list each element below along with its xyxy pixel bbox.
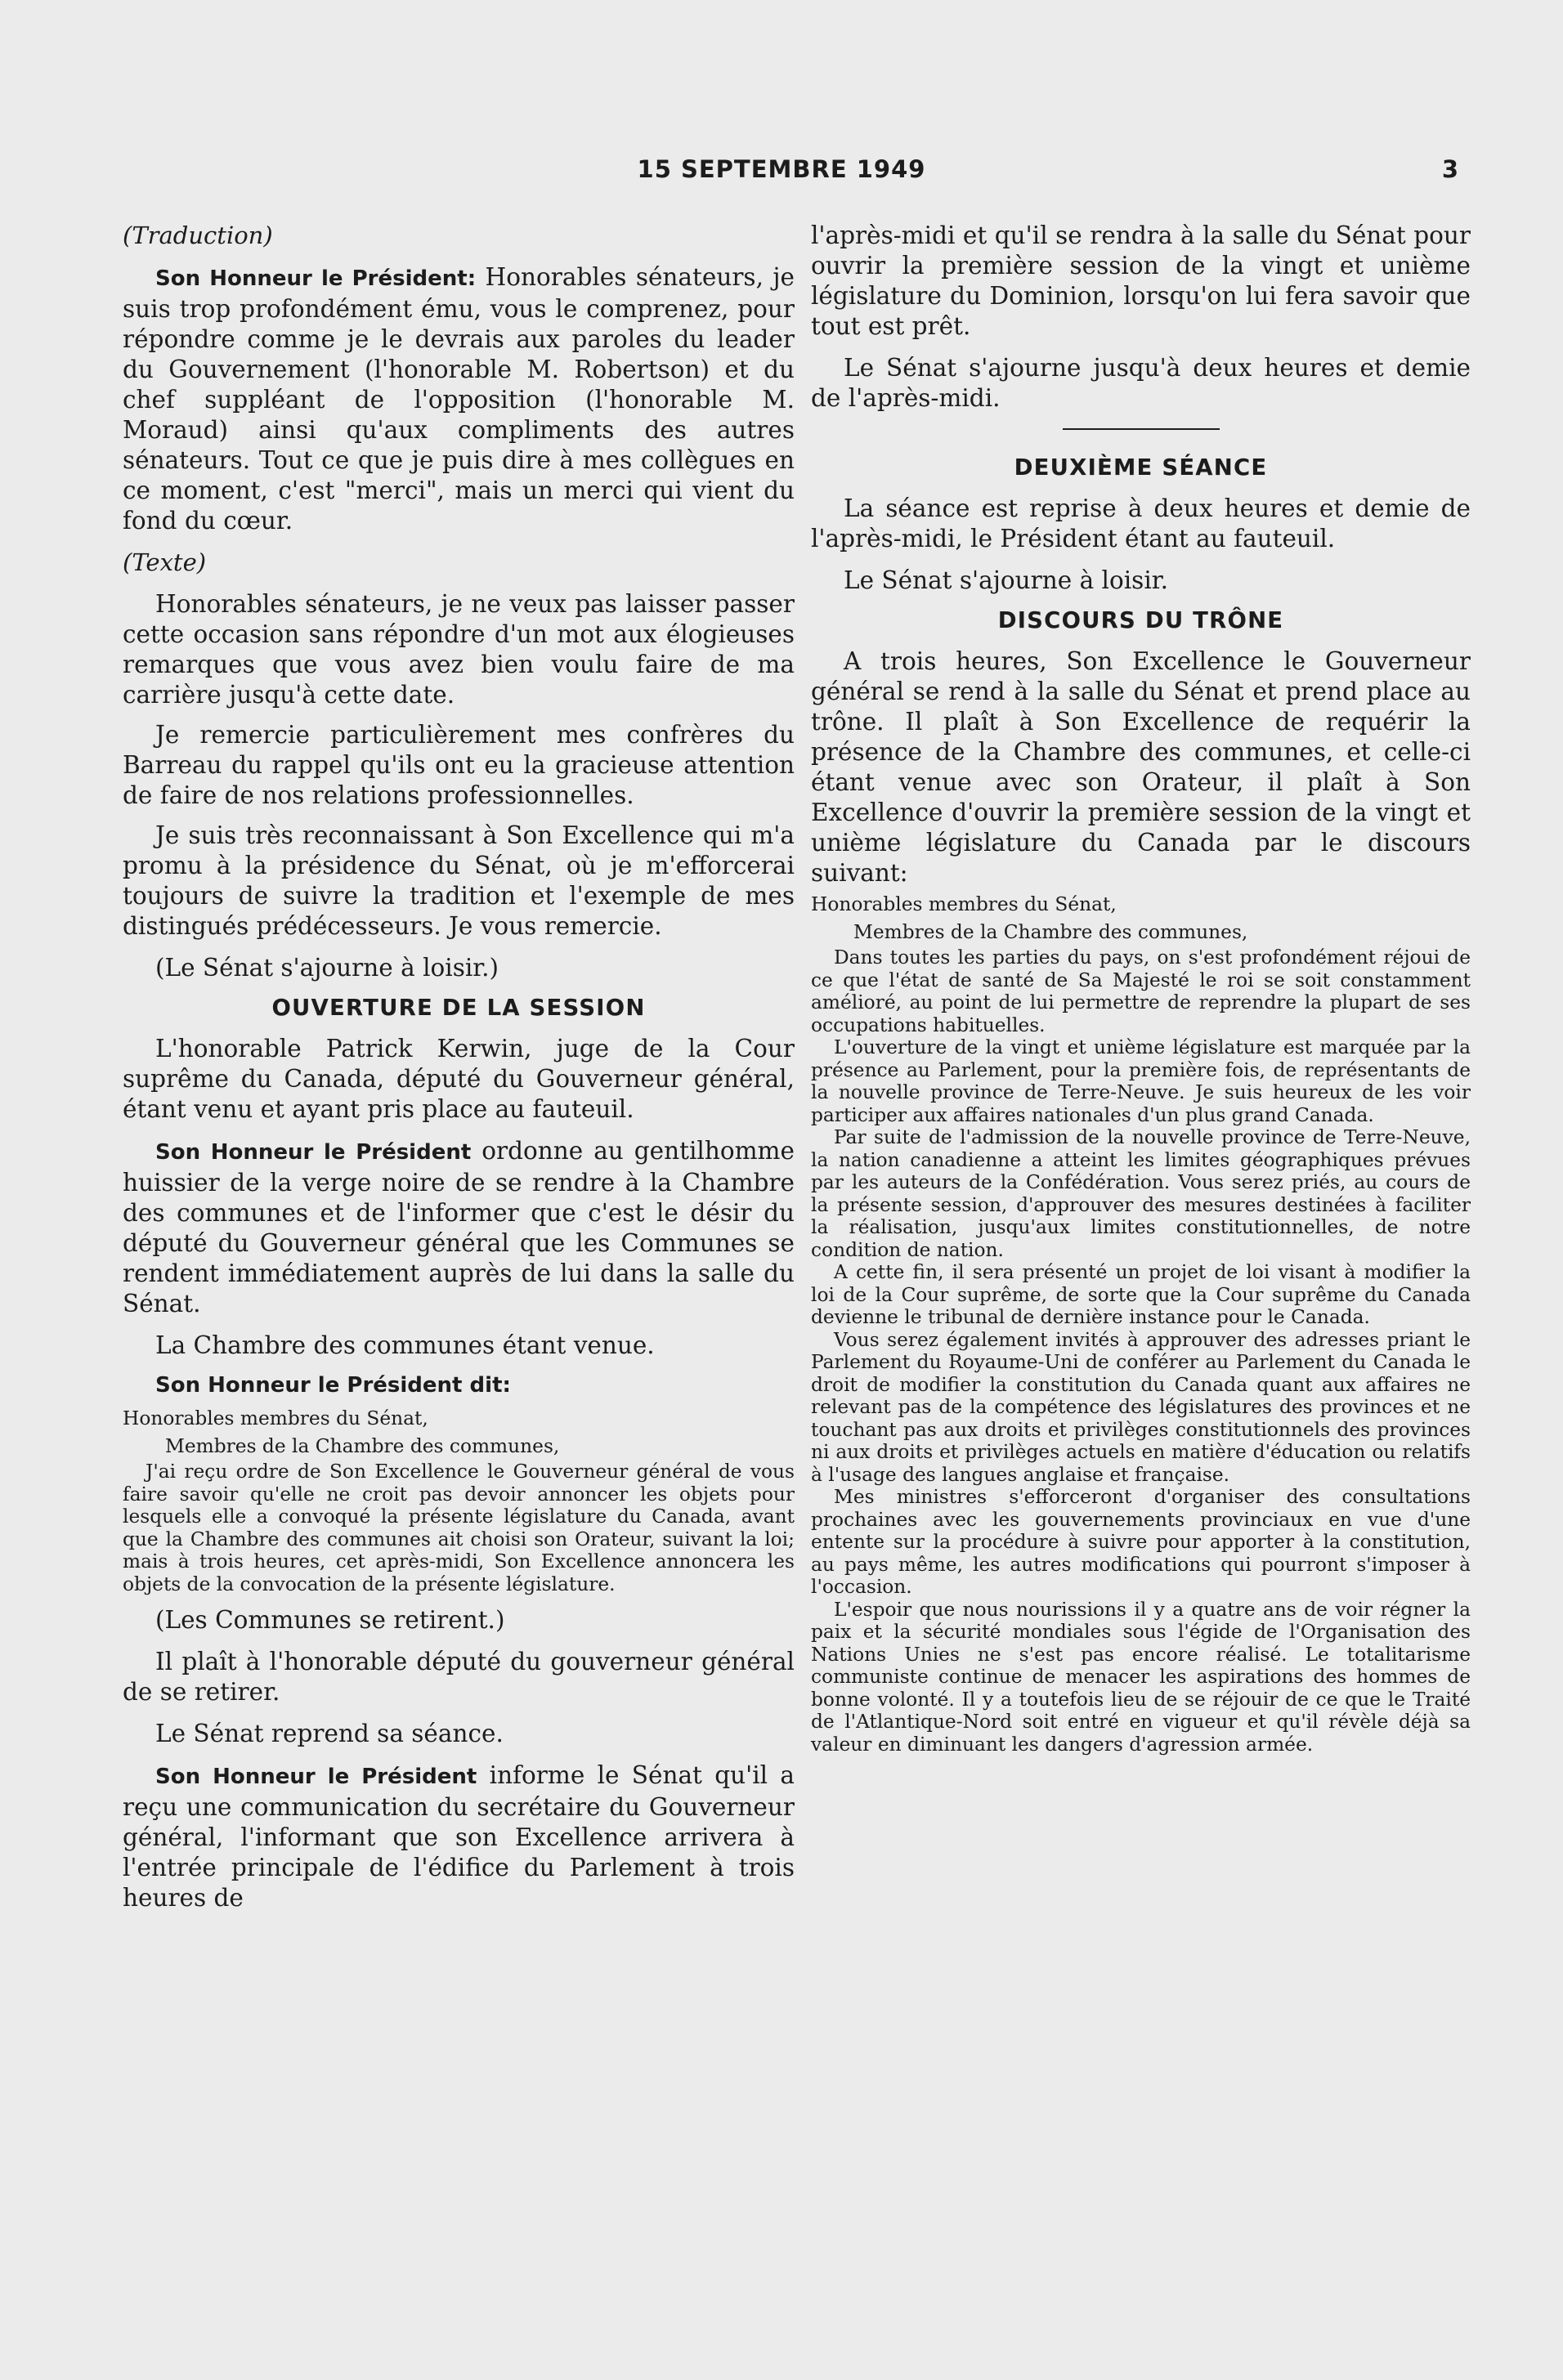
speaker-name: Son Honneur le Président (155, 1765, 477, 1789)
speech-paragraph (123, 1136, 795, 1319)
salutation: Membres de la Chambre des communes, (165, 1434, 560, 1457)
paragraph: Je remercie particulièrement mes confrères du Barreau du rappel qu'ils ont eu la gracieuse attention de faire de nos relations professionnelles. (123, 721, 795, 809)
section-heading: DEUXIÈME SÉANCE (1014, 454, 1268, 481)
text-note: (Texte) (123, 548, 207, 576)
page-header (0, 155, 1563, 196)
speech-paragraph: Par suite de l'admission de la nouvelle province de Terre-Neuve, la nation canadienne a atteint les limites géographiques prévues par les auteurs de la Confédération. Vous serez priés, au cours de la présente session, d'approuver des mesures destinées à faciliter la réalisation, jusqu'aux limites constitutionnelles, de notre condition de nation. (811, 1126, 1471, 1261)
paragraph: La Chambre des communes étant venue. (155, 1331, 655, 1359)
salutation: Honorables membres du Sénat, (123, 1407, 428, 1429)
paragraph: (Les Communes se retirent.) (155, 1606, 505, 1634)
speech-paragraph: Vous serez également invités à approuver des adresses priant le Parlement du Royaume-Uni de conférer au Parlement du Canada le droit de modifier la constitution du Canada quant aux affaires ne relevant pas de la compétence des législatures des provinces et ne touchant pas aux droits et privilèges constitutionnels des provinces ni aux droits et privilèges actuels en matière d'éducation ou relatifs à l'usage des langues anglaise et française. (811, 1328, 1471, 1486)
speaker-line (123, 1369, 795, 1401)
paragraph: Le Sénat reprend sa séance. (155, 1720, 504, 1747)
speech-paragraph (123, 1760, 795, 1913)
paragraph: (Le Sénat s'ajourne à loisir.) (155, 954, 499, 982)
section-divider (1063, 428, 1220, 430)
message-text: J'ai reçu ordre de Son Excellence le Gouverneur général de vous faire savoir qu'elle ne croit pas devoir annoncer les objets pour lesquels elle a convoqué la présente législature du Canada, avant que la Chambre des communes ait choisi son Orateur, suivant la loi; mais à trois heures, cet après-midi, Son Excellence annoncera les objets de la convocation de la présente législature. (123, 1461, 795, 1595)
speech-text: informe le Sénat qu'il a reçu une communication du secrétaire du Gouverneur général, l'informant que son Excellence arrivera à l'entrée principale de l'édifice du Parlement à trois heures de (123, 1761, 795, 1912)
paragraph: Je suis très reconnaissant à Son Excellence qui m'a promu à la présidence du Sénat, où je m'efforcerai toujours de suivre la tradition et l'exemple de mes distingués prédécesseurs. Je vous remercie. (123, 821, 795, 940)
paragraph: La séance est reprise à deux heures et demie de l'après-midi, le Président étant au fauteuil. (811, 494, 1471, 552)
salutation: Membres de la Chambre des communes, (853, 920, 1248, 943)
paragraph: Le Sénat s'ajourne à loisir. (844, 566, 1168, 594)
left-column (123, 221, 795, 1925)
page-date: 15 SEPTEMBRE 1949 (637, 155, 926, 183)
speech-text: ordonne au gentilhomme huissier de la verge noire de se rendre à la Chambre des communes et de l'informer que c'est le désir du député du Gouverneur général que les Communes se rendent immédiatement auprès de lui dans la salle du Sénat. (123, 1137, 795, 1318)
speech-paragraph: L'ouverture de la vingt et unième législature est marquée par la présence au Parlement, pour la première fois, de représentants de la nouvelle province de Terre-Neuve. Je suis heureux de les voir participer aux affaires nationales d'un plus grand Canada. (811, 1036, 1471, 1126)
speaker-name: Son Honneur le Président: (155, 266, 477, 291)
paragraph: Le Sénat s'ajourne jusqu'à deux heures et demie de l'après-midi. (811, 354, 1471, 412)
speech-paragraph: A cette fin, il sera présenté un projet de loi visant à modifier la loi de la Cour suprême, de sorte que la Cour suprême du Canada devienne le tribunal de dernière instance pour le Canada. (811, 1261, 1471, 1328)
translation-note: (Traduction) (123, 221, 273, 249)
paragraph: l'après-midi et qu'il se rendra à la salle du Sénat pour ouvrir la première session de la vingt et unième législature du Dominion, lorsqu'on lui fera savoir que tout est prêt. (811, 221, 1471, 340)
paragraph: A trois heures, Son Excellence le Gouverneur général se rend à la salle du Sénat et prend place au trône. Il plaît à Son Excellence de requérir la présence de la Chambre des communes, et celle-ci étant venue avec son Orateur, il plaît à Son Excellence d'ouvrir la première session de la vingt et unième législature du Canada par le discours suivant: (811, 647, 1471, 887)
page-number: 3 (1441, 155, 1458, 183)
section-heading: DISCOURS DU TRÔNE (997, 607, 1284, 633)
speech-paragraph: Dans toutes les parties du pays, on s'est profondément réjoui de ce que l'état de santé de Sa Majesté le roi se soit constamment amélioré, au point de lui permettre de reprendre la plupart de ses occupations habituelles. (811, 946, 1471, 1036)
speaker-name: Son Honneur le Président (155, 1140, 472, 1165)
speech-paragraph: L'espoir que nous nourissions il y a quatre ans de voir régner la paix et la sécurité mondiales sous l'égide de l'Organisation des Nations Unies ne s'est pas encore réalisé. Le totalitarisme communiste continue de menacer les aspirations des hommes de bonne volonté. Il y a toutefois lieu de se réjouir de ce que le Traité de l'Atlantique-Nord soit entré en vigueur et qu'il révèle déjà sa valeur en diminuant les dangers d'agression armée. (811, 1598, 1471, 1756)
salutation: Honorables membres du Sénat, (811, 893, 1117, 915)
speech-paragraph (123, 262, 795, 536)
speaker-name: Son Honneur le Président dit: (155, 1373, 511, 1398)
speech-text: Honorables sénateurs, je suis trop profondément ému, vous le comprenez, pour répondre comme je le devrais aux paroles du leader du Gouvernement (l'honorable M. Robertson) et du chef suppléant de l'opposition (l'honorable M. Moraud) ainsi qu'aux compliments des autres sénateurs. Tout ce que je puis dire à mes collègues en ce moment, c'est "merci", mais un merci qui vient du fond du cœur. (123, 263, 795, 535)
speech-paragraph: Mes ministres s'efforceront d'organiser des consultations prochaines avec les gouvernements provinciaux en vue d'une entente sur la procédure à suivre pour apporter à la constitution, au pays même, les autres modifications qui pourront s'imposer à l'occasion. (811, 1486, 1471, 1598)
paragraph: Il plaît à l'honorable député du gouverneur général de se retirer. (123, 1648, 795, 1706)
paragraph: L'honorable Patrick Kerwin, juge de la Cour suprême du Canada, député du Gouverneur général, étant venu et ayant pris place au fauteuil. (123, 1035, 795, 1123)
right-column (811, 221, 1471, 1756)
section-heading: OUVERTURE DE LA SESSION (271, 995, 646, 1021)
paragraph: Honorables sénateurs, je ne veux pas laisser passer cette occasion sans répondre d'un mot aux élogieuses remarques que vous avez bien voulu faire de ma carrière jusqu'à cette date. (123, 590, 795, 709)
